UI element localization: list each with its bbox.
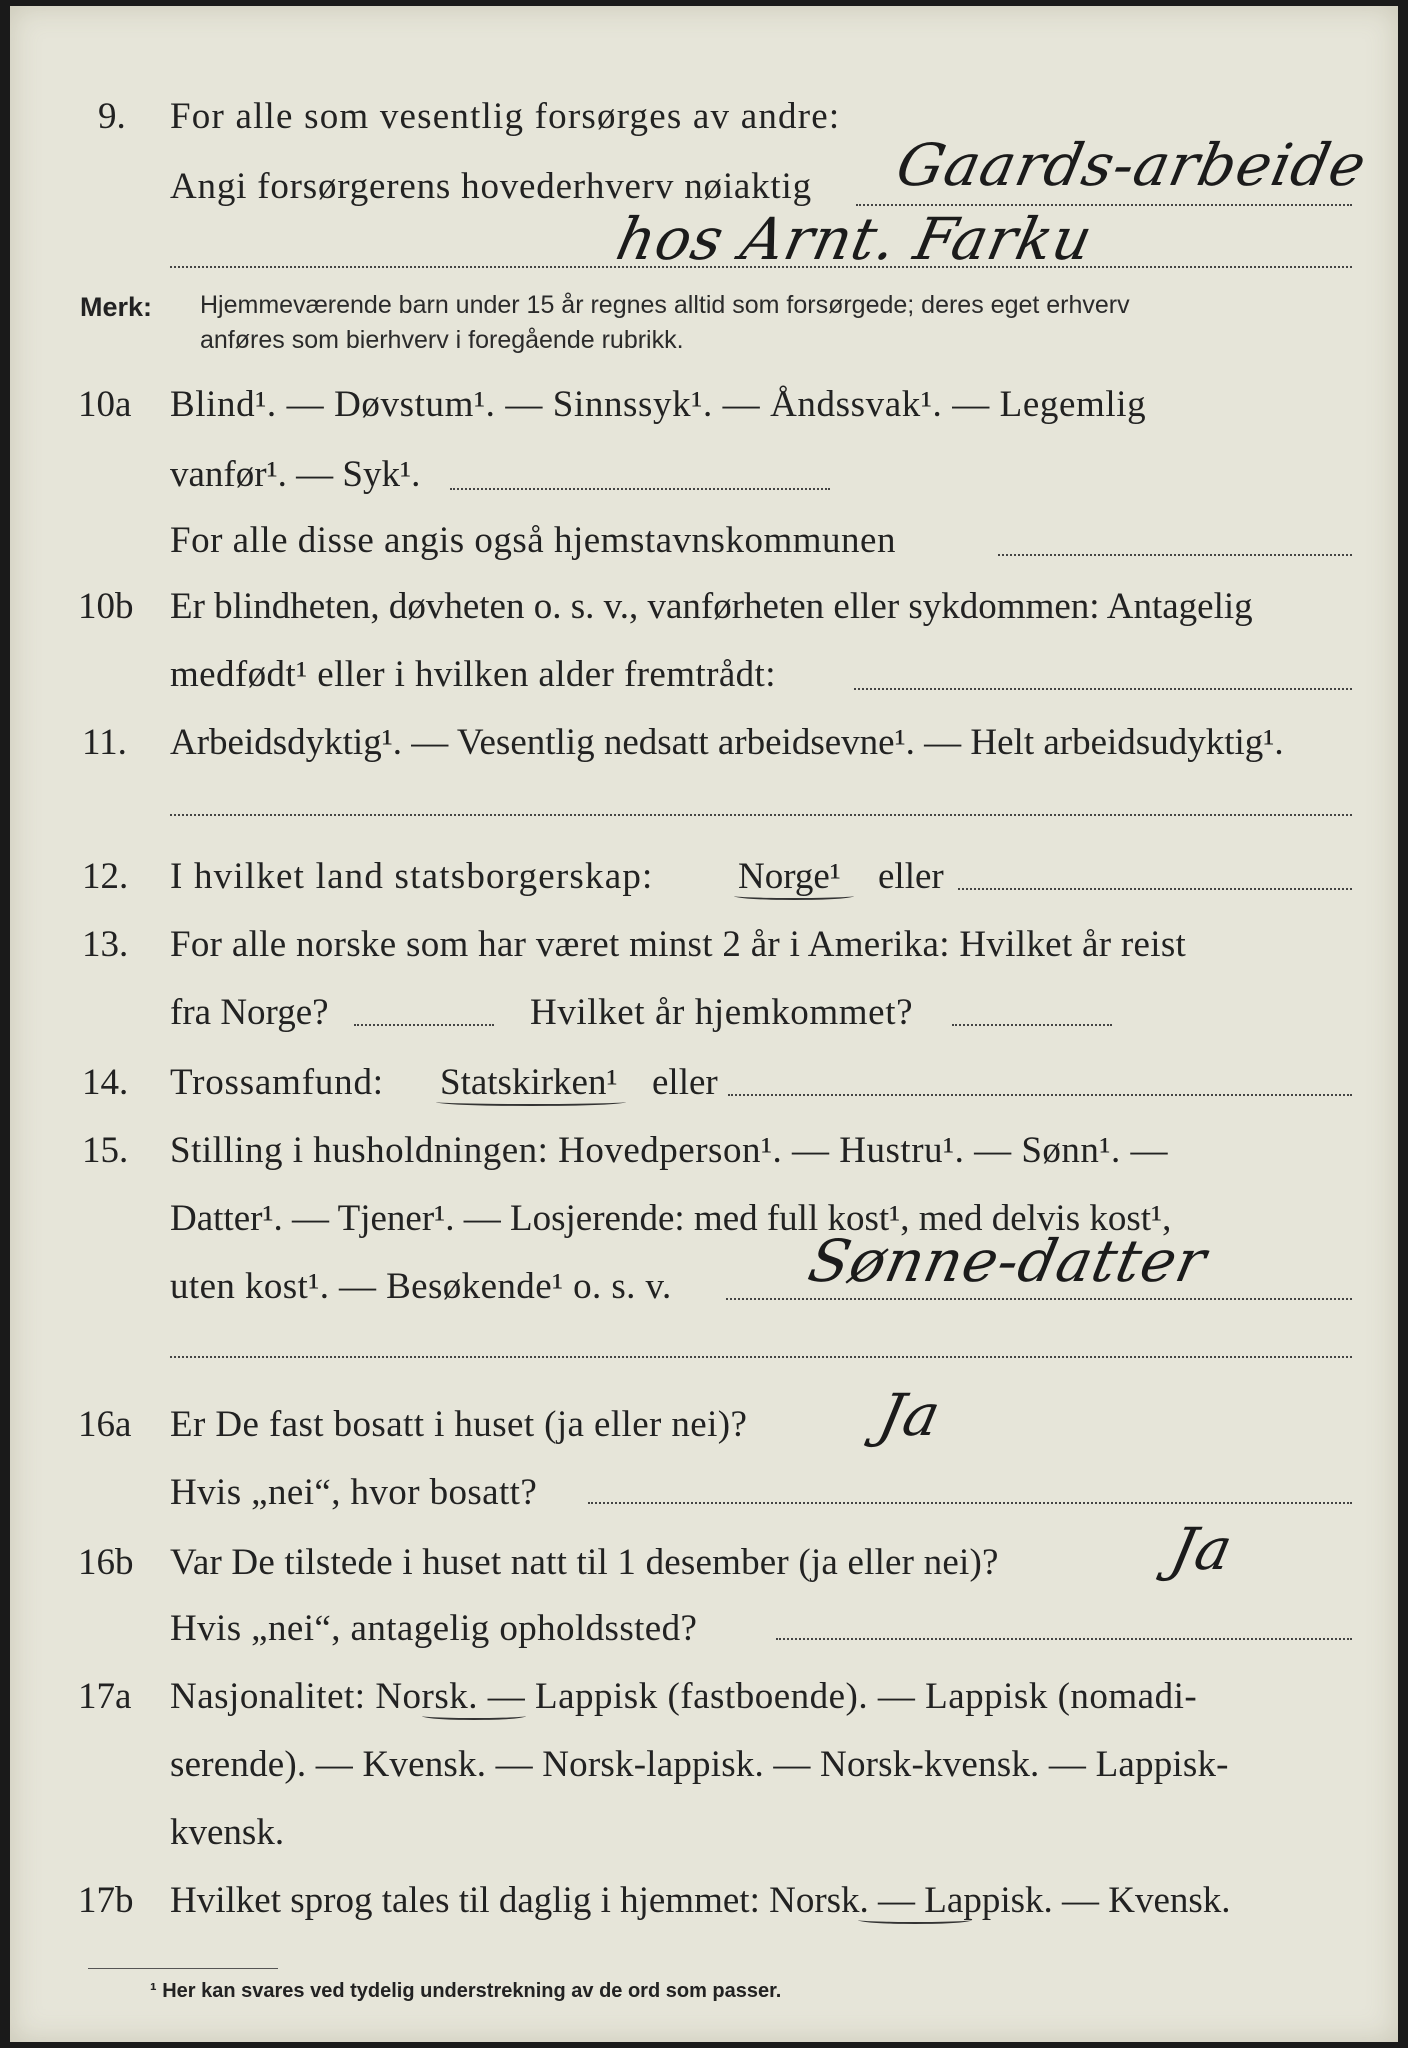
q11-line1: Arbeidsdyktig¹. — Vesentlig nedsatt arbeidsevne¹. — Helt arbeidsudyktig¹. <box>170 722 1284 763</box>
q13-line2a-dots <box>354 1024 494 1026</box>
q10a-line3: For alle disse angis også hjemstavnskommunen <box>170 520 896 561</box>
merk-line2: anføres som bierhverv i foregående rubrikk. <box>200 326 684 354</box>
q17b-number: 17b <box>78 1880 134 1921</box>
q16b-number: 16b <box>78 1542 134 1583</box>
merk-label: Merk: <box>80 292 153 322</box>
q16b-line1: Var De tilstede i huset natt til 1 desember (ja eller nei)? <box>170 1542 999 1583</box>
q9-number: 9. <box>98 96 126 137</box>
q13-line2b: Hvilket år hjemkommet? <box>530 992 914 1033</box>
q13-number: 13. <box>82 924 129 965</box>
q10a-line1: Blind¹. — Døvstum¹. — Sinnssyk¹. — Åndssvak¹. — Legemlig <box>170 384 1147 425</box>
q12-norge: Norge¹ <box>738 856 841 897</box>
q15-extra-line <box>170 1356 1352 1358</box>
q9-answer-line2 <box>170 266 1352 268</box>
q17a-number: 17a <box>78 1676 132 1717</box>
q17a-line3: kvensk. <box>170 1812 285 1853</box>
q15-line2: Datter¹. — Tjener¹. — Losjerende: med full kost¹, med delvis kost¹, <box>170 1198 1172 1239</box>
q11-answer-line <box>170 814 1352 816</box>
q15-number: 15. <box>82 1130 129 1171</box>
q17b-line1: Hvilket sprog tales til daglig i hjemmet: Norsk. — Lappisk. — Kvensk. <box>170 1880 1231 1921</box>
q16a-line1: Er De fast bosatt i huset (ja eller nei)? <box>170 1404 748 1445</box>
q14-value-underline <box>436 1098 626 1106</box>
q15-handwritten-answer: Sønne-datter <box>802 1227 1213 1295</box>
q12-line1: I hvilket land statsborgerskap: <box>170 856 654 897</box>
q13-line2a: fra Norge? <box>170 992 329 1033</box>
q9-handwritten-answer2: hos Arnt. Farku <box>610 205 1099 273</box>
q10b-line1: Er blindheten, døvheten o. s. v., vanførheten eller sykdommen: Antagelig <box>170 586 1253 627</box>
q16b-line2-dots <box>776 1638 1352 1640</box>
q16b-handwritten-answer: Ja <box>1164 1515 1240 1583</box>
merk-line1: Hjemmeværende barn under 15 år regnes alltid som forsørgede; deres eget erhverv <box>200 291 1130 319</box>
footnote-separator <box>88 1968 278 1969</box>
q12-dots <box>958 888 1352 890</box>
q17b-norsk-underline <box>858 1916 972 1924</box>
q14-dots <box>728 1094 1352 1096</box>
q17a-norsk-underline <box>422 1712 526 1720</box>
q10a-line2-dots <box>450 488 830 490</box>
q13-line1: For alle norske som har været minst 2 år i Amerika: Hvilket år reist <box>170 924 1187 965</box>
q13-line2b-dots <box>952 1024 1112 1026</box>
q15-line3: uten kost¹. — Besøkende¹ o. s. v. <box>170 1266 672 1307</box>
q15-line3-dots <box>726 1298 1352 1300</box>
q17a-line2: serende). — Kvensk. — Norsk-lappisk. — Norsk-kvensk. — Lappisk- <box>170 1744 1229 1785</box>
q16a-line2: Hvis „nei“, hvor bosatt? <box>170 1472 538 1513</box>
q14-value: Statskirken¹ <box>440 1062 618 1103</box>
q14-number: 14. <box>82 1062 129 1103</box>
q12-eller: eller <box>878 856 944 897</box>
q12-number: 12. <box>82 856 129 897</box>
q16b-line2: Hvis „nei“, antagelig opholdssted? <box>170 1608 698 1649</box>
q16a-line2-dots <box>588 1502 1352 1504</box>
q11-number: 11. <box>82 722 127 763</box>
q16a-handwritten-answer: Ja <box>872 1381 948 1449</box>
q15-line1: Stilling i husholdningen: Hovedperson¹. — Hustru¹. — Sønn¹. — <box>170 1130 1169 1171</box>
q10b-number: 10b <box>78 586 134 627</box>
q10a-line2: vanfør¹. — Syk¹. <box>170 454 421 495</box>
q9-handwritten-answer1: Gaards-arbeide <box>890 131 1373 199</box>
q10b-line2: medfødt¹ eller i hvilken alder fremtrådt: <box>170 654 776 695</box>
census-form-page <box>10 6 1398 2042</box>
q10b-line2-dots <box>854 688 1352 690</box>
q17a-line1: Nasjonalitet: Norsk. — Lappisk (fastboende). — Lappisk (nomadi- <box>170 1676 1198 1717</box>
q14-eller: eller <box>652 1062 718 1103</box>
q16a-number: 16a <box>78 1404 132 1445</box>
q14-label: Trossamfund: <box>170 1062 384 1103</box>
q10a-number: 10a <box>78 384 132 425</box>
q12-norge-underline <box>734 892 854 900</box>
q10a-line3-dots <box>998 554 1352 556</box>
q9-line1: For alle som vesentlig forsørges av andre: <box>170 96 841 137</box>
footnote: ¹ Her kan svares ved tydelig understrekning av de ord som passer. <box>150 1980 782 2002</box>
q9-line2: Angi forsørgerens hovederhverv nøiaktig <box>170 166 812 207</box>
